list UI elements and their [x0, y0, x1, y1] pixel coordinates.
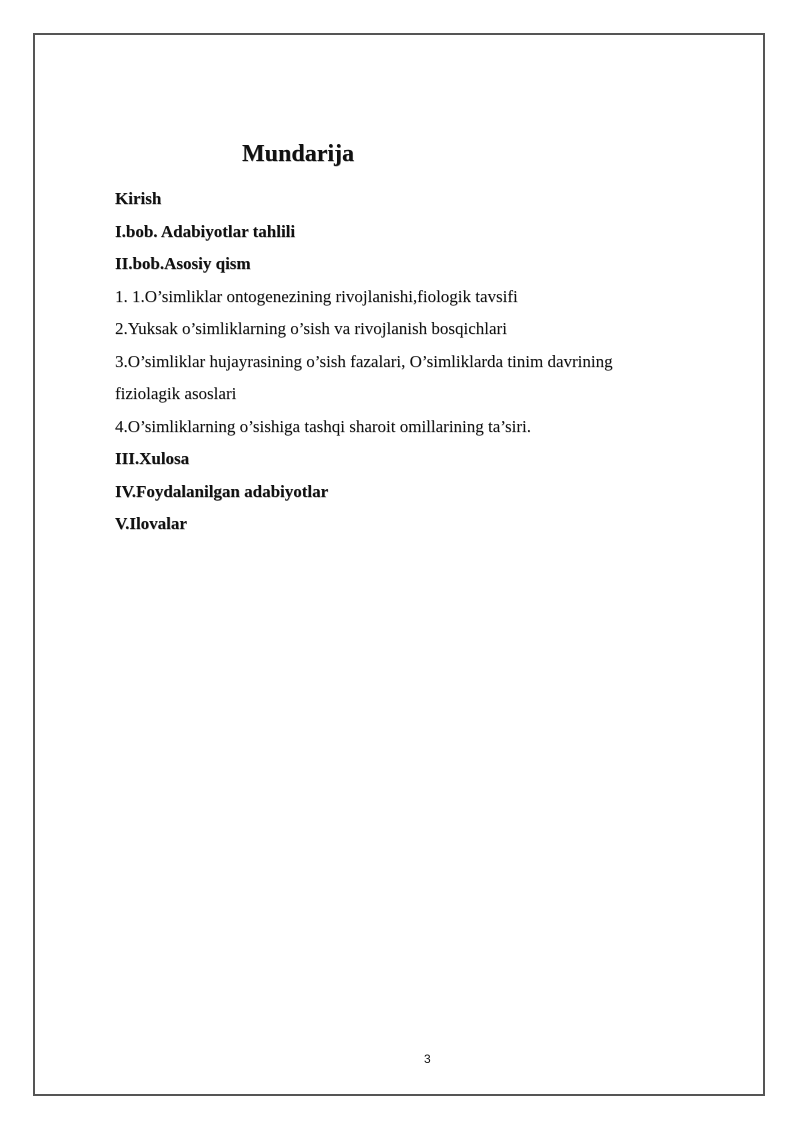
page-number: 3 [424, 1052, 431, 1066]
toc-item-appendices: V.Ilovalar [115, 514, 187, 533]
table-of-contents [115, 183, 735, 541]
toc-item-section-4: 4.O’simliklarning o’sishiga tashqi sharoit omillarining ta’siri. [115, 416, 531, 436]
toc-item-section-2: 2.Yuksak o’simliklarning o’sish va rivojlanish bosqichlari [115, 319, 507, 338]
toc-item-section-3-continued: fiziolagik asoslari [115, 384, 237, 403]
toc-item-chapter-1: I.bob. Adabiyotlar tahlili [115, 221, 296, 241]
toc-item-kirish: Kirish [115, 189, 162, 208]
toc-item-conclusion: III.Xulosa [115, 449, 190, 468]
toc-item-chapter-2: II.bob.Asosiy qism [115, 254, 251, 273]
toc-item-section-1: 1. 1.O’simliklar ontogenezining rivojlanishi,fiologik tavsifi [115, 286, 518, 306]
page-title: Mundarija [242, 141, 355, 167]
toc-item-section-3: 3.O’simliklar hujayrasining o’sish fazalari, O’simliklarda tinim davrining [115, 351, 613, 371]
toc-item-references: IV.Foydalanilgan adabiyotlar [115, 481, 329, 501]
